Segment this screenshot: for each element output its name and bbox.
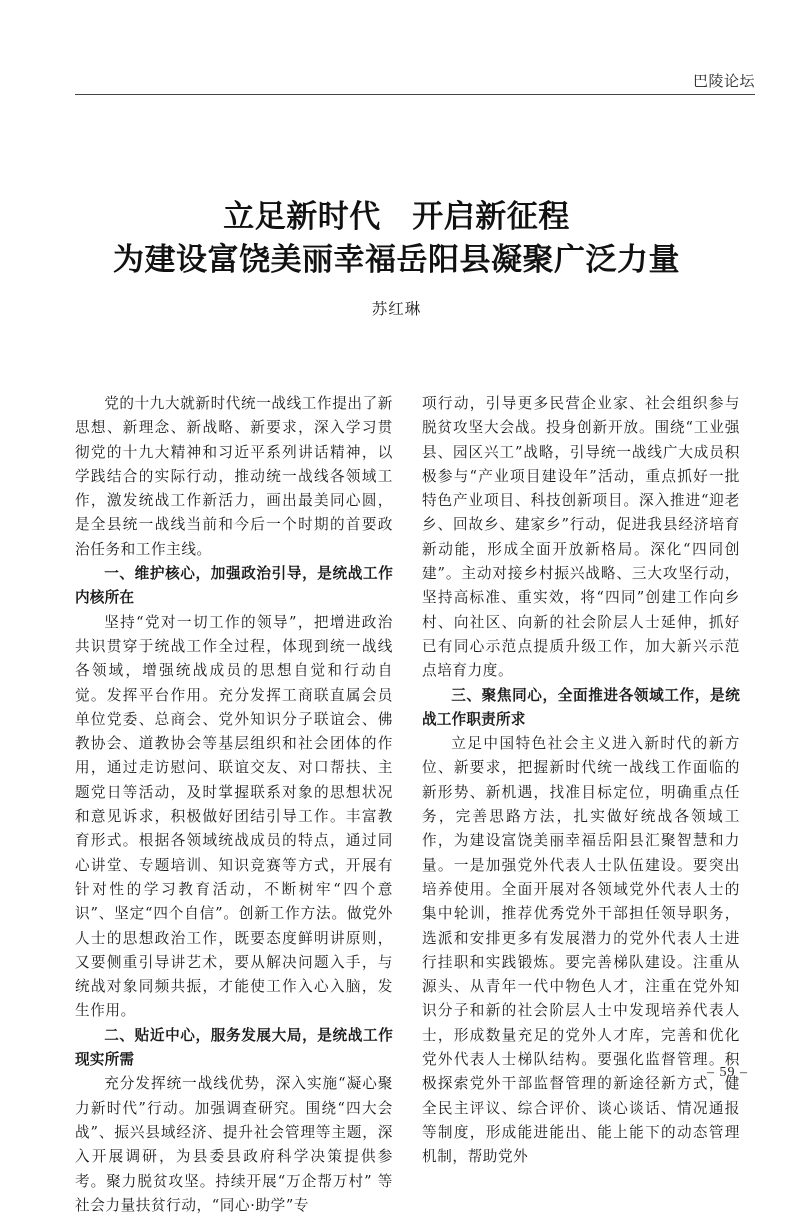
paragraph-intro: 党的十九大就新时代统一战线工作提出了新思想、新理念、新战略、新要求，深入学习贯彻党的十九大精神和习近平系列讲话精神，以学践结合的实际行动，推动统一战线各领域工作，激发统战工作新活力，画出最美同心圆，是全县统一战线当前和今后一个时期的首要政治任务和工作主线。 (75, 395, 393, 558)
paragraph-section-2-continued: 项行动，引导更多民营企业家、社会组织参与脱贫攻坚大会战。投身创新开放。围绕“工业强县、园区兴工”战略，引导统一战线广大成员积极参与“产业项目建设年”活动，重点抓好一批特色产业项目、科技创新项目。深入推进“迎老乡、回故乡、建家乡”行动，促进我县经济培育新动能，形成全面开放新格局。深化“四同创建”。主动对接乡村振兴战略、三大攻坚行动，坚持高标准、重实效，将“四同”创建工作向乡村、向社区、向新的社会阶层人士延伸，抓好已有同心示范点提质升级工作，加大新兴示范点培育力度。 (422, 395, 740, 680)
title-line-2: 为建设富饶美丽幸福岳阳县凝聚广泛力量 (113, 242, 680, 278)
title-line-1: 立足新时代 开启新征程 (223, 199, 570, 235)
header-rule (75, 94, 755, 95)
section-heading-2: 二、贴近中心，服务发展大局，是统战工作现实所需 (75, 1026, 393, 1069)
author-name: 苏红琳 (371, 300, 422, 318)
column-left (75, 392, 393, 1218)
column-right (422, 392, 740, 1170)
paragraph-section-2: 充分发挥统一战线优势，深入实施“凝心聚力新时代”行动。加强调查研究。围绕“四大会战”、振兴县域经济、提升社会管理等主题，深入开展调研，为县委县政府科学决策提供参考。聚力脱贫攻坚。持续开展“万企帮万村” 等社会力量扶贫行动，“同心·助学”专 (75, 1075, 393, 1214)
paragraph-section-1: 坚持“党对一切工作的领导”，把增进政治共识贯穿于统战工作全过程，体现到统一战线各领域，增强统战成员的思想自觉和行动自觉。发挥平台作用。充分发挥工商联直属会员单位党委、总商会、党外知识分子联谊会、佛教协会、道教协会等基层组织和社会团体的作用，通过走访慰问、联谊交友、对口帮扶、主题党日等活动，及时掌握联系对象的思想状况和意见诉求，积极做好团结引导工作。丰富教育形式。根据各领域统战成员的特点，通过同心讲堂、专题培训、知识竞赛等方式，开展有针对性的学习教育活动，不断树牢“四个意识”、坚定“四个自信”。创新工作方法。做党外人士的思想政治工作，既要态度鲜明讲原则，又要侧重引导讲艺术，要从解决问题入手，与统战对象同频共振，才能使工作入心入脑，发生作用。 (75, 613, 393, 1020)
paragraph-section-3: 立足中国特色社会主义进入新时代的新方位、新要求，把握新时代统一战线工作面临的新形势、新机遇，找准目标定位，明确重点任务，完善思路方法，扎实做好统战各领域工作，为建设富饶美丽幸福岳阳县汇聚智慧和力量。一是加强党外代表人士队伍建设。要突出培养使用。全面开展对各领域党外代表人士的集中轮训，推荐优秀党外干部担任领导职务，选派和安排更多有发展潜力的党外代表人士进行挂职和实践锻炼。要完善梯队建设。注重从源头、从青年一代中物色人才，注重在党外知识分子和新的社会阶层人士中发现培养代表人士，形成数量充足的党外人才库，完善和优化党外代表人士梯队结构。要强化监督管理。积极探索党外干部监督管理的新途径新方式，健全民主评议、综合评价、谈心谈话、情况通报等制度，形成能进能出、能上能下的动态管理机制，帮助党外 (422, 735, 740, 1166)
article-title (0, 196, 793, 282)
section-heading-1: 一、维护核心，加强政治引导，是统战工作内核所在 (75, 565, 393, 607)
page-number: – 59 – (707, 1065, 748, 1080)
section-heading-3: 三、聚焦同心，全面推进各领域工作，是统战工作职责所求 (422, 686, 740, 728)
running-head: 巴陵论坛 (692, 72, 755, 90)
